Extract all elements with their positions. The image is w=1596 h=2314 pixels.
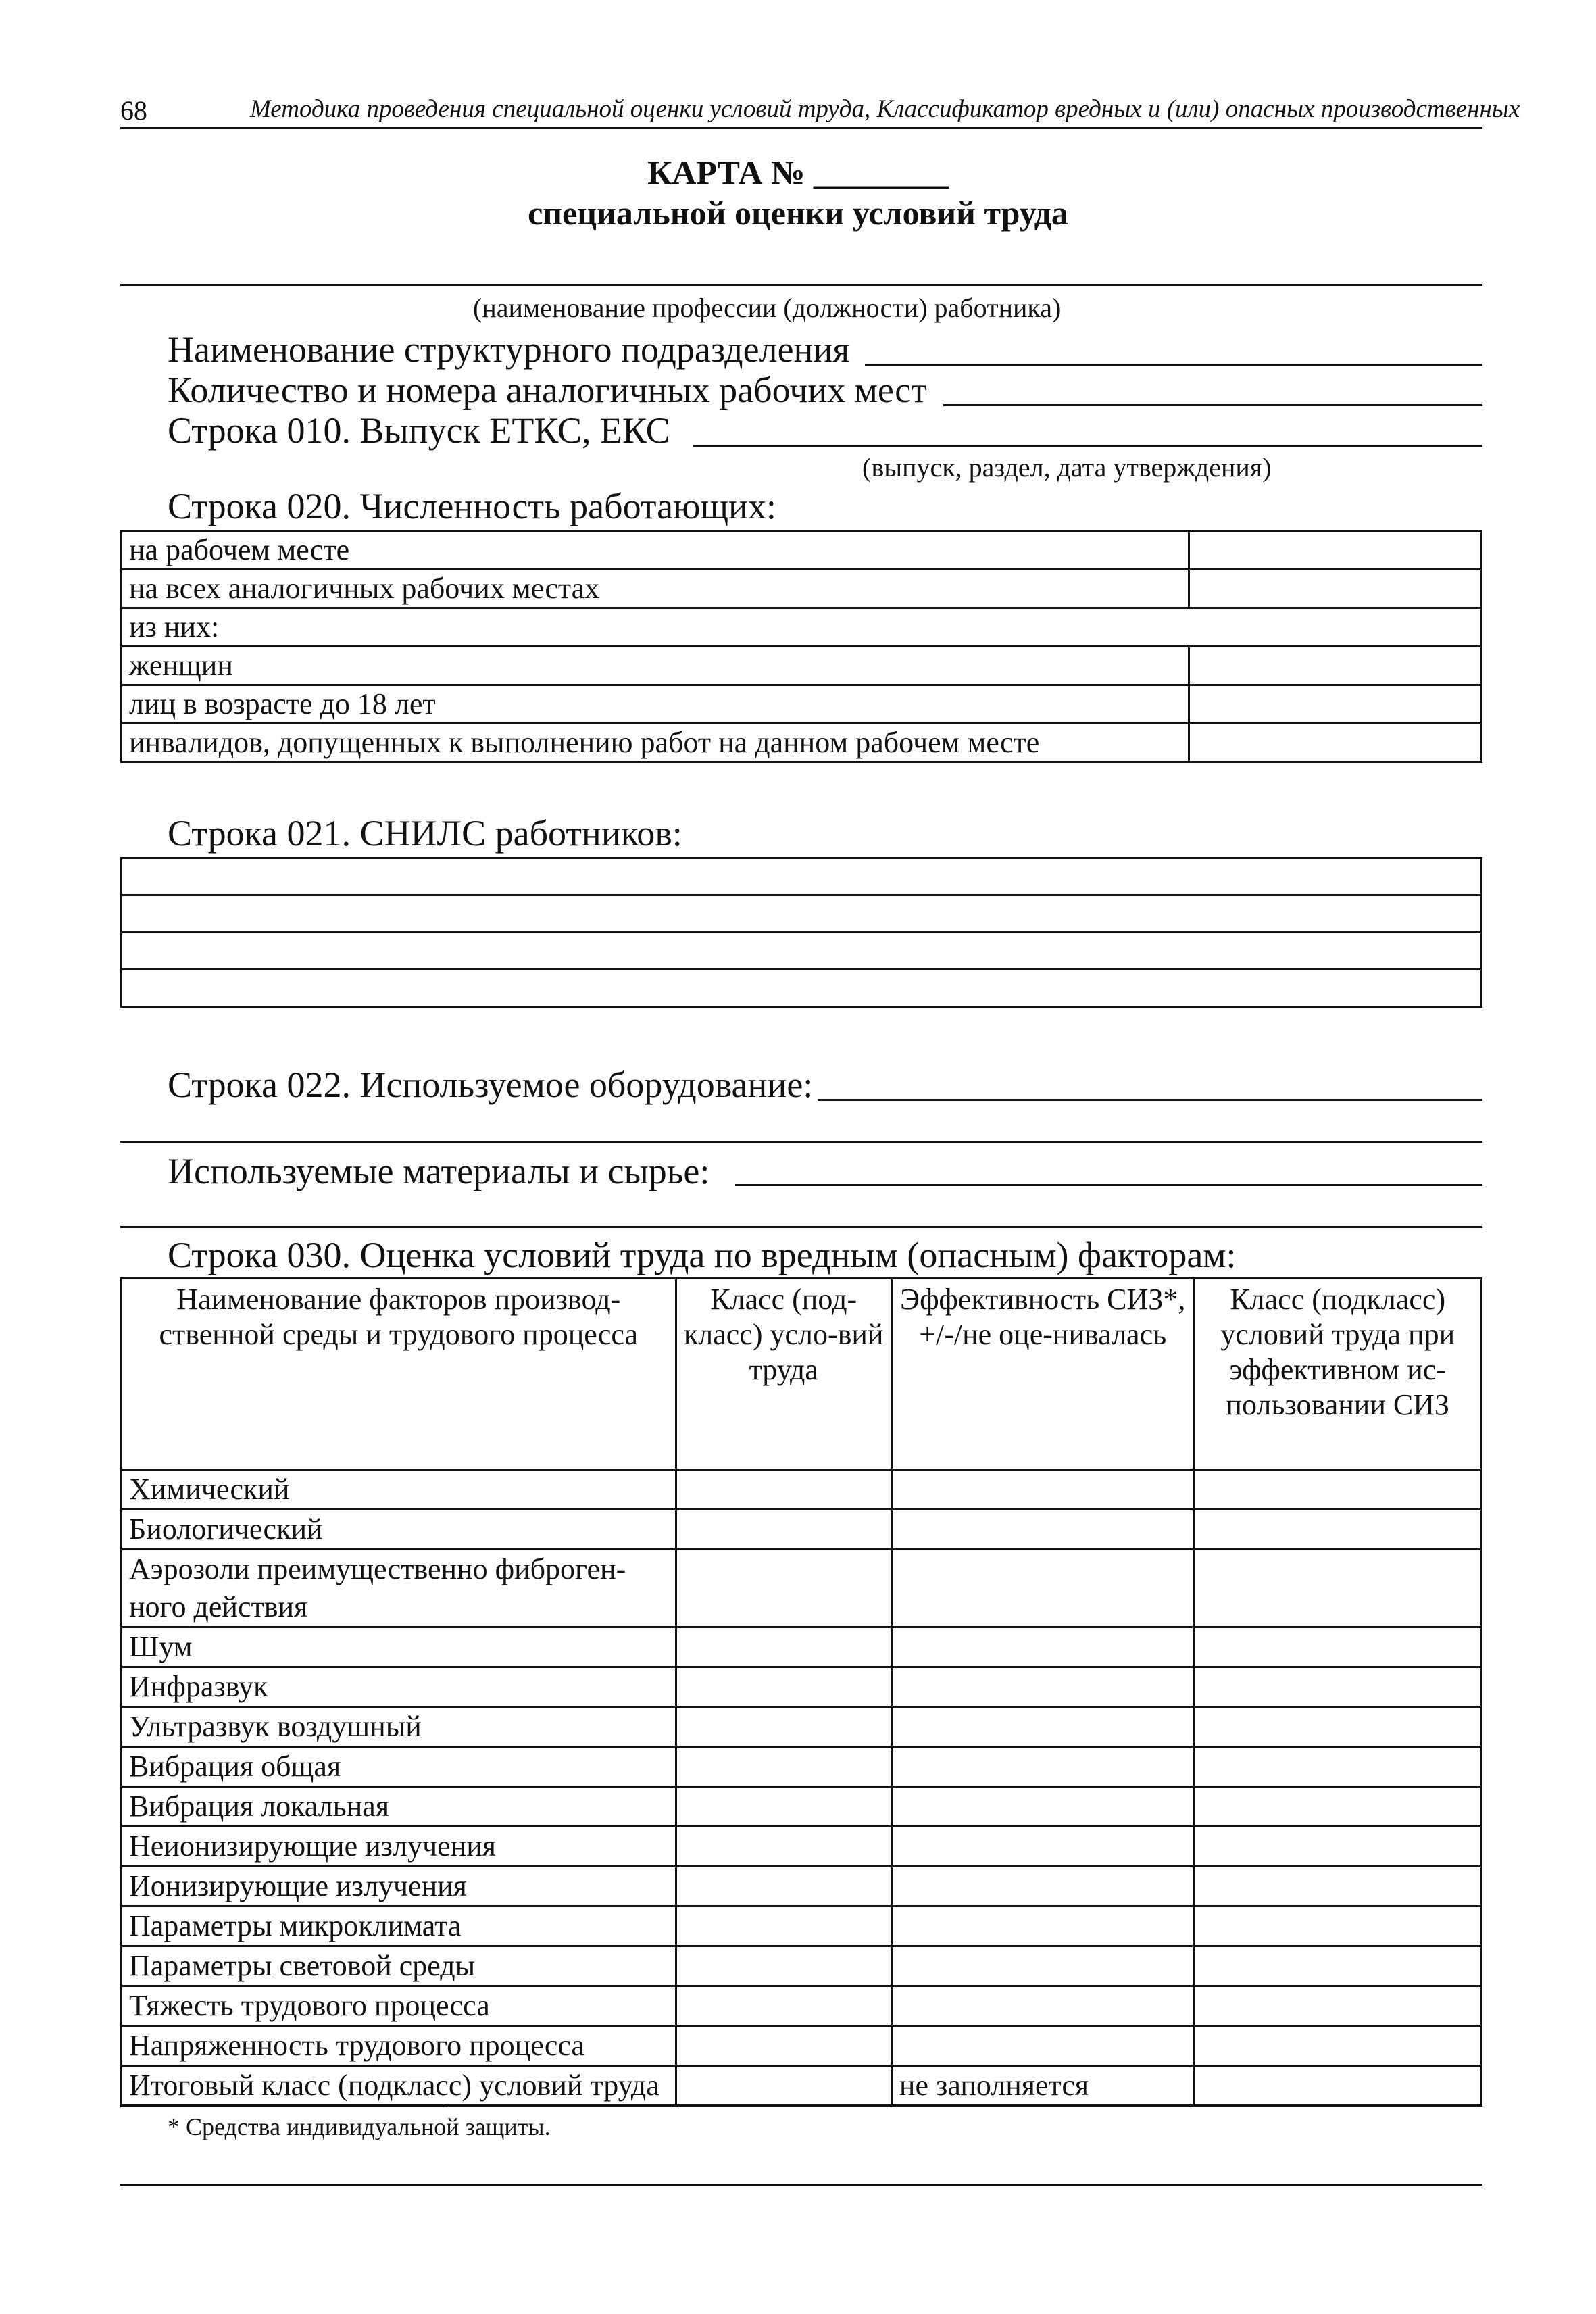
class-cell[interactable] (676, 2026, 891, 2066)
headcount-label: женщин (122, 647, 1189, 685)
class-ppe-cell[interactable] (1194, 1867, 1482, 1906)
class-cell[interactable] (676, 2066, 891, 2106)
class-cell[interactable] (676, 1550, 891, 1627)
headcount-label: лиц в возрасте до 18 лет (122, 685, 1189, 724)
line-010-label: Строка 010. Выпуск ЕТКС, ЕКС (168, 410, 670, 451)
headcount-value-cell[interactable] (1189, 685, 1481, 724)
table-row (122, 1707, 1482, 1747)
class-ppe-cell[interactable] (1194, 2026, 1482, 2066)
table-row (122, 724, 1482, 762)
structural-unit-label: Наименование структурного подразделения (168, 329, 850, 370)
final-effectiveness-note: не заполняется (891, 2066, 1194, 2106)
factors-table (120, 1277, 1482, 2107)
headcount-value-cell[interactable] (1189, 724, 1481, 762)
snils-cell[interactable] (122, 970, 1482, 1007)
class-ppe-cell[interactable] (1194, 1747, 1482, 1787)
class-cell[interactable] (676, 1510, 891, 1550)
materials-label: Используемые материалы и сырье: (168, 1151, 710, 1191)
profession-caption: (наименование профессии (должности) работника) (473, 293, 1062, 323)
footnote: * Средства индивидуальной защиты. (168, 2113, 551, 2140)
class-ppe-cell[interactable] (1194, 1707, 1482, 1747)
analog-places-input-line[interactable] (943, 404, 1482, 406)
line-021-label: Строка 021. СНИЛС работников: (168, 813, 682, 854)
table-row (122, 1827, 1482, 1867)
factor-name: Инфразвук (122, 1667, 676, 1707)
table-row (122, 1906, 1482, 1946)
profession-input-line[interactable] (120, 284, 1482, 286)
header-class: Класс (под-класс) усло-вий труда (676, 1279, 891, 1470)
factor-name: Итоговый класс (подкласс) условий труда (122, 2066, 676, 2106)
line-022-label: Строка 022. Используемое оборудование: (168, 1064, 814, 1105)
effectiveness-cell[interactable] (891, 1986, 1194, 2026)
table-row (122, 1747, 1482, 1787)
running-title: Методика проведения специальной оценки условий труда, Классификатор вредных и (или) опасных производственных (250, 95, 1520, 123)
effectiveness-cell[interactable] (891, 1667, 1194, 1707)
class-ppe-cell[interactable] (1194, 1550, 1482, 1627)
class-ppe-cell[interactable] (1194, 1627, 1482, 1667)
materials-input-line-2[interactable] (120, 1226, 1482, 1228)
table-row (122, 1627, 1482, 1667)
table-row (122, 933, 1482, 970)
line-020-label: Строка 020. Численность работающих: (168, 486, 776, 526)
factor-name: Биологический (122, 1510, 676, 1550)
class-ppe-cell[interactable] (1194, 1906, 1482, 1946)
snils-cell[interactable] (122, 858, 1482, 895)
table-row (122, 2026, 1482, 2066)
headcount-label: на рабочем месте (122, 531, 1189, 570)
equipment-input-line[interactable] (818, 1099, 1482, 1101)
line-010-input-line[interactable] (693, 445, 1482, 447)
table-row (122, 2066, 1482, 2106)
snils-cell[interactable] (122, 933, 1482, 970)
table-row (122, 1510, 1482, 1550)
table-row (122, 895, 1482, 933)
effectiveness-cell[interactable] (891, 2026, 1194, 2066)
effectiveness-cell[interactable] (891, 1906, 1194, 1946)
header-factor-name: Наименование факторов производ-ственной среды и трудового процесса (122, 1279, 676, 1470)
effectiveness-cell[interactable] (891, 1827, 1194, 1867)
headcount-value-cell[interactable] (1189, 531, 1481, 570)
equipment-input-line-2[interactable] (120, 1141, 1482, 1143)
table-row (122, 531, 1482, 570)
factor-name: Вибрация общая (122, 1747, 676, 1787)
effectiveness-cell[interactable] (891, 1627, 1194, 1667)
class-cell[interactable] (676, 1986, 891, 2026)
footnote-rule (120, 2106, 445, 2107)
class-cell[interactable] (676, 1827, 891, 1867)
table-row (122, 608, 1482, 647)
factor-name: Напряженность трудового процесса (122, 2026, 676, 2066)
factor-name: Параметры микроклимата (122, 1906, 676, 1946)
factor-name: Ионизирующие излучения (122, 1867, 676, 1906)
class-cell[interactable] (676, 1470, 891, 1510)
table-row (122, 1667, 1482, 1707)
analog-places-label: Количество и номера аналогичных рабочих мест (168, 370, 927, 410)
class-ppe-cell[interactable] (1194, 1667, 1482, 1707)
class-cell[interactable] (676, 1867, 891, 1906)
page-number: 68 (120, 95, 147, 126)
class-ppe-cell[interactable] (1194, 1510, 1482, 1550)
factor-name: Химический (122, 1470, 676, 1510)
headcount-value-cell[interactable] (1189, 647, 1481, 685)
class-ppe-cell[interactable] (1194, 1787, 1482, 1827)
header-class-with-ppe: Класс (подкласс) условий труда при эффективном ис-пользовании СИЗ (1194, 1279, 1482, 1470)
effectiveness-cell[interactable] (891, 1946, 1194, 1986)
headcount-value-cell[interactable] (1189, 570, 1481, 608)
effectiveness-cell[interactable] (891, 1550, 1194, 1627)
factor-name: Вибрация локальная (122, 1787, 676, 1827)
effectiveness-cell[interactable] (891, 1470, 1194, 1510)
materials-input-line[interactable] (735, 1184, 1482, 1186)
card-title: КАРТА № ________ (647, 153, 949, 191)
line-030-label: Строка 030. Оценка условий труда по вредным (опасным) факторам: (168, 1235, 1237, 1275)
snils-cell[interactable] (122, 895, 1482, 933)
factor-name: Неионизирующие излучения (122, 1827, 676, 1867)
factor-name: Шум (122, 1627, 676, 1667)
class-cell[interactable] (676, 1906, 891, 1946)
class-cell[interactable] (676, 1667, 891, 1707)
table-row (122, 1867, 1482, 1906)
line-010-caption: (выпуск, раздел, дата утверждения) (862, 452, 1272, 483)
effectiveness-cell[interactable] (891, 1747, 1194, 1787)
header-rule (120, 127, 1482, 129)
class-cell[interactable] (676, 1627, 891, 1667)
headcount-label: на всех аналогичных рабочих местах (122, 570, 1189, 608)
effectiveness-cell[interactable] (891, 1510, 1194, 1550)
table-row (122, 647, 1482, 685)
effectiveness-cell[interactable] (891, 1787, 1194, 1827)
headcount-label: из них: (122, 608, 1482, 647)
snils-table (120, 857, 1482, 1008)
class-cell[interactable] (676, 1787, 891, 1827)
table-row (122, 1550, 1482, 1627)
structural-unit-input-line[interactable] (865, 364, 1482, 366)
headcount-table (120, 530, 1482, 763)
class-cell[interactable] (676, 1707, 891, 1747)
class-ppe-cell[interactable] (1194, 2066, 1482, 2106)
bottom-rule (120, 2184, 1482, 2186)
factor-name: Аэрозоли преимущественно фиброген-ного действия (122, 1550, 676, 1627)
table-row (122, 970, 1482, 1007)
effectiveness-cell[interactable] (891, 1867, 1194, 1906)
class-ppe-cell[interactable] (1194, 1946, 1482, 1986)
table-row (122, 1470, 1482, 1510)
class-ppe-cell[interactable] (1194, 1470, 1482, 1510)
class-ppe-cell[interactable] (1194, 1827, 1482, 1867)
table-row (122, 858, 1482, 895)
card-subtitle: специальной оценки условий труда (528, 194, 1068, 232)
header-ppe-effectiveness: Эффективность СИЗ*, +/-/не оце-нивалась (891, 1279, 1194, 1470)
factor-name: Параметры световой среды (122, 1946, 676, 1986)
headcount-label: инвалидов, допущенных к выполнению работ на данном рабочем месте (122, 724, 1189, 762)
table-row (122, 1787, 1482, 1827)
table-header-row (122, 1279, 1482, 1470)
class-cell[interactable] (676, 1946, 891, 1986)
class-cell[interactable] (676, 1747, 891, 1787)
table-row (122, 1946, 1482, 1986)
factor-name: Ультразвук воздушный (122, 1707, 676, 1747)
table-row (122, 570, 1482, 608)
effectiveness-cell[interactable] (891, 1707, 1194, 1747)
class-ppe-cell[interactable] (1194, 1986, 1482, 2026)
table-row (122, 685, 1482, 724)
factor-name: Тяжесть трудового процесса (122, 1986, 676, 2026)
table-row (122, 1986, 1482, 2026)
